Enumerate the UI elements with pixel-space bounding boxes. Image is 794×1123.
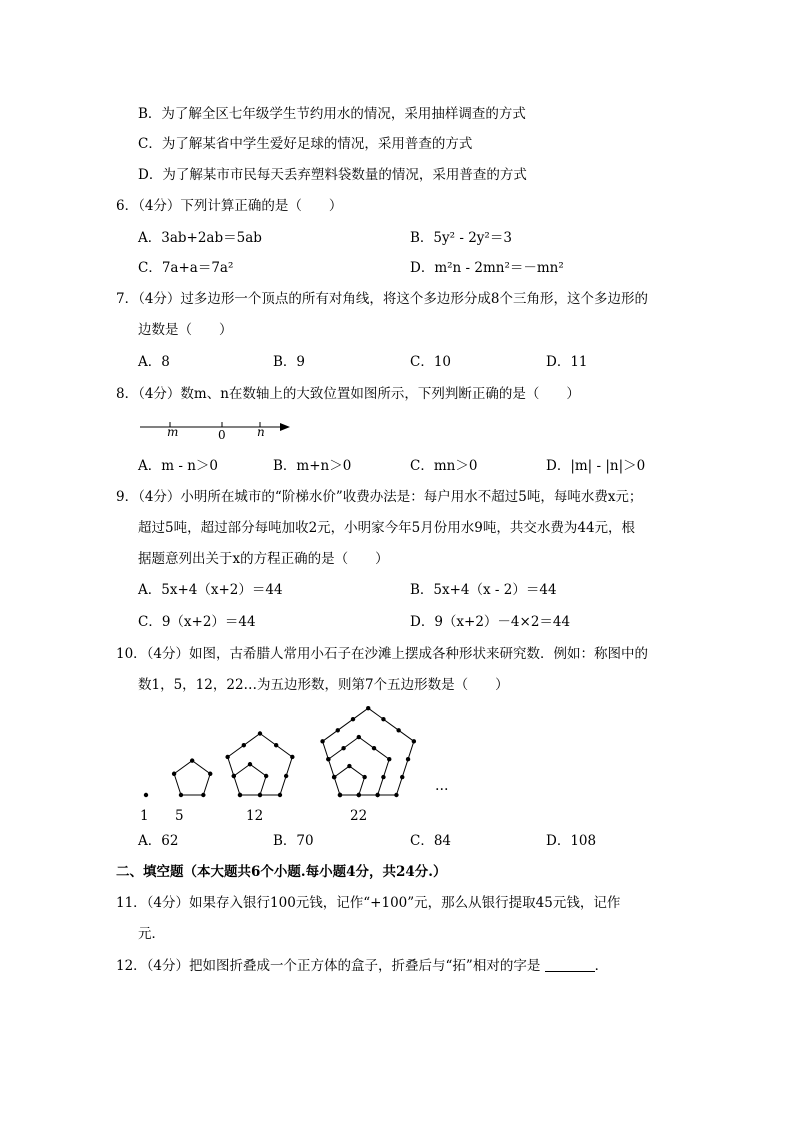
pentagon-22-edge bbox=[323, 708, 369, 741]
q7-option-b: B．9 bbox=[273, 354, 306, 370]
q6-option-d: D．m²n - 2mn²＝－mn² bbox=[410, 260, 564, 276]
q6-stem: 6．（4分）下列计算正确的是（ ） bbox=[116, 198, 343, 214]
pentagon-22-edge bbox=[368, 708, 414, 741]
q9-stem-line3: 据题意列出关于x的方程正确的是（ ） bbox=[138, 551, 389, 567]
q10-option-d: D．108 bbox=[546, 833, 597, 849]
pentagon-12-dot bbox=[232, 774, 236, 778]
pentagon-22-dot bbox=[320, 739, 324, 743]
pentagon-22-dot bbox=[326, 757, 330, 761]
q8-stem: 8．（4分）数m、n在数轴上的大致位置如图所示，下列判断正确的是（ ） bbox=[116, 386, 580, 402]
pentagon-5-dot bbox=[208, 772, 212, 776]
pentagon-22-dot bbox=[341, 746, 345, 750]
q12-stem bbox=[116, 956, 608, 976]
q9-option-b: B．5x+4（x - 2）＝44 bbox=[410, 582, 557, 598]
q9-option-c: C．9（x+2）＝44 bbox=[138, 614, 256, 630]
q7-option-a: A．8 bbox=[138, 354, 170, 370]
pentagon-22-dot bbox=[351, 717, 355, 721]
pentagon-5-dot bbox=[172, 772, 176, 776]
pentagon-5-dot bbox=[201, 793, 205, 797]
q12-stem-text: 12．（4分）把如图折叠成一个正方体的盒子，折叠后与“拓”相对的字是 bbox=[116, 958, 545, 974]
pentagon-22-edge bbox=[349, 766, 364, 777]
q7-stem-line1: 7．（4分）过多边形一个顶点的所有对角线，将这个多边形分成8个三角形，这个多边形的 bbox=[116, 291, 649, 307]
pentagon-22-dot bbox=[396, 728, 400, 732]
pentagon-22-edge bbox=[334, 766, 349, 777]
pentagon-22-edge bbox=[323, 741, 340, 795]
pentagon-22-dot bbox=[381, 717, 385, 721]
q12-stem-end: ． bbox=[594, 958, 609, 974]
pentagon-22-dot bbox=[400, 775, 404, 779]
figure-ellipsis: … bbox=[435, 778, 449, 794]
pentagon-12-dot bbox=[264, 774, 268, 778]
q9-option-d: D．9（x+2）－4×2＝44 bbox=[410, 614, 571, 630]
section-2-title: 二、填空题（本大题共6个小题.每小题4分，共24分.） bbox=[116, 864, 447, 880]
q10-stem-line2: 数1，5，12，22…为五边形数，则第7个五边形数是（ ） bbox=[138, 677, 509, 693]
q6-option-c: C．7a+a＝7a² bbox=[138, 260, 234, 276]
pentagon-12-edge bbox=[234, 764, 250, 776]
pentagon-22-dot bbox=[347, 764, 351, 768]
q9-stem-line1: 9．（4分）小明所在城市的“阶梯水价”收费办法是：每户用水不超过5吨，每吨水费x元； bbox=[116, 489, 643, 505]
pentagon-12-dot bbox=[258, 731, 262, 735]
pentagon-12-edge bbox=[260, 776, 266, 795]
pentagon-5-dot bbox=[179, 793, 183, 797]
pentagon-1-dot bbox=[144, 793, 148, 797]
pentagon-22-dot bbox=[338, 793, 342, 797]
pentagon-22-dot bbox=[406, 757, 410, 761]
label-m: m bbox=[167, 425, 179, 439]
q8-option-c: C．mn＞0 bbox=[410, 458, 478, 474]
pentagon-12-dot bbox=[248, 762, 252, 766]
pentagon-22-dot bbox=[336, 728, 340, 732]
q10-option-b: B．70 bbox=[273, 833, 314, 849]
q7-option-c: C．10 bbox=[410, 354, 452, 370]
q7-option-d: D．11 bbox=[546, 354, 588, 370]
pentagon-5-edge bbox=[192, 761, 210, 774]
q7-stem-line2: 边数是（ ） bbox=[138, 322, 233, 338]
pentagon-12-dot bbox=[225, 755, 229, 759]
pentagon-22-dot bbox=[362, 775, 366, 779]
pentagon-12-dot bbox=[258, 793, 262, 797]
q5-option-d: D．为了解某市市民每天丢弃塑料袋数量的情况，采用普查的方式 bbox=[138, 167, 527, 183]
pentagon-22-dot bbox=[412, 739, 416, 743]
q9-option-a: A．5x+4（x+2）＝44 bbox=[138, 582, 283, 598]
pentagonal-numbers-figure bbox=[130, 700, 470, 830]
q8-option-a: A．m - n＞0 bbox=[138, 458, 218, 474]
figure-label-22: 22 bbox=[350, 808, 368, 824]
q5-option-b: B．为了解全区七年级学生节约用水的情况，采用抽样调查的方式 bbox=[138, 106, 526, 122]
q6-option-b: B．5y² - 2y²＝3 bbox=[410, 230, 512, 246]
pentagon-12-dot bbox=[278, 793, 282, 797]
q9-stem-line2: 超过5吨，超过部分每吨加收2元，小明家今年5月份用水9吨，共交水费为44元，根 bbox=[138, 520, 636, 536]
pentagon-22-dot bbox=[357, 735, 361, 739]
pentagon-22-dot bbox=[387, 757, 391, 761]
q12-answer-blank bbox=[545, 959, 595, 972]
pentagon-22-dot bbox=[372, 746, 376, 750]
pentagon-22-dot bbox=[375, 793, 379, 797]
pentagon-5-dot bbox=[190, 758, 194, 762]
pentagon-22-dot bbox=[381, 775, 385, 779]
pentagon-22-dot bbox=[357, 793, 361, 797]
label-n: n bbox=[257, 425, 265, 439]
q5-option-c: C．为了解某省中学生爱好足球的情况，采用普查的方式 bbox=[138, 136, 473, 152]
pentagon-12-dot bbox=[238, 793, 242, 797]
q10-option-a: A．62 bbox=[138, 833, 179, 849]
number-line-figure bbox=[140, 415, 300, 443]
number-line-arrow bbox=[280, 423, 290, 431]
pentagon-12-dot bbox=[284, 774, 288, 778]
pentagon-22-dot bbox=[332, 775, 336, 779]
q8-option-b: B．m+n＞0 bbox=[273, 458, 352, 474]
q11-stem-line2: 元． bbox=[138, 926, 165, 942]
q10-stem-line1: 10．（4分）如图，古希腊人常用小石子在沙滩上摆成各种形状来研究数．例如：称图中的 bbox=[116, 646, 649, 662]
pentagon-5-edge bbox=[174, 774, 181, 795]
pentagon-22-edge bbox=[359, 777, 365, 795]
pentagon-22-dot bbox=[366, 706, 370, 710]
figure-label-1: 1 bbox=[140, 808, 149, 824]
pentagon-5-edge bbox=[203, 774, 210, 795]
pentagon-5-edge bbox=[174, 761, 192, 774]
pentagon-12-dot bbox=[274, 743, 278, 747]
q10-option-c: C．84 bbox=[410, 833, 452, 849]
pentagon-22-edge bbox=[396, 741, 413, 795]
pentagon-12-dot bbox=[242, 743, 246, 747]
figure-label-12: 12 bbox=[246, 808, 264, 824]
figure-label-5: 5 bbox=[175, 808, 184, 824]
pentagon-12-dot bbox=[290, 755, 294, 759]
q11-stem-line1: 11．（4分）如果存入银行100元钱，记作“+100”元，那么从银行提取45元钱，记作 bbox=[116, 895, 621, 911]
q6-option-a: A．3ab+2ab＝5ab bbox=[138, 230, 262, 246]
pentagon-12-edge bbox=[250, 764, 266, 776]
pentagon-22-dot bbox=[394, 793, 398, 797]
q8-option-d: D．|m| - |n|＞0 bbox=[546, 458, 646, 474]
label-zero: 0 bbox=[218, 428, 226, 442]
